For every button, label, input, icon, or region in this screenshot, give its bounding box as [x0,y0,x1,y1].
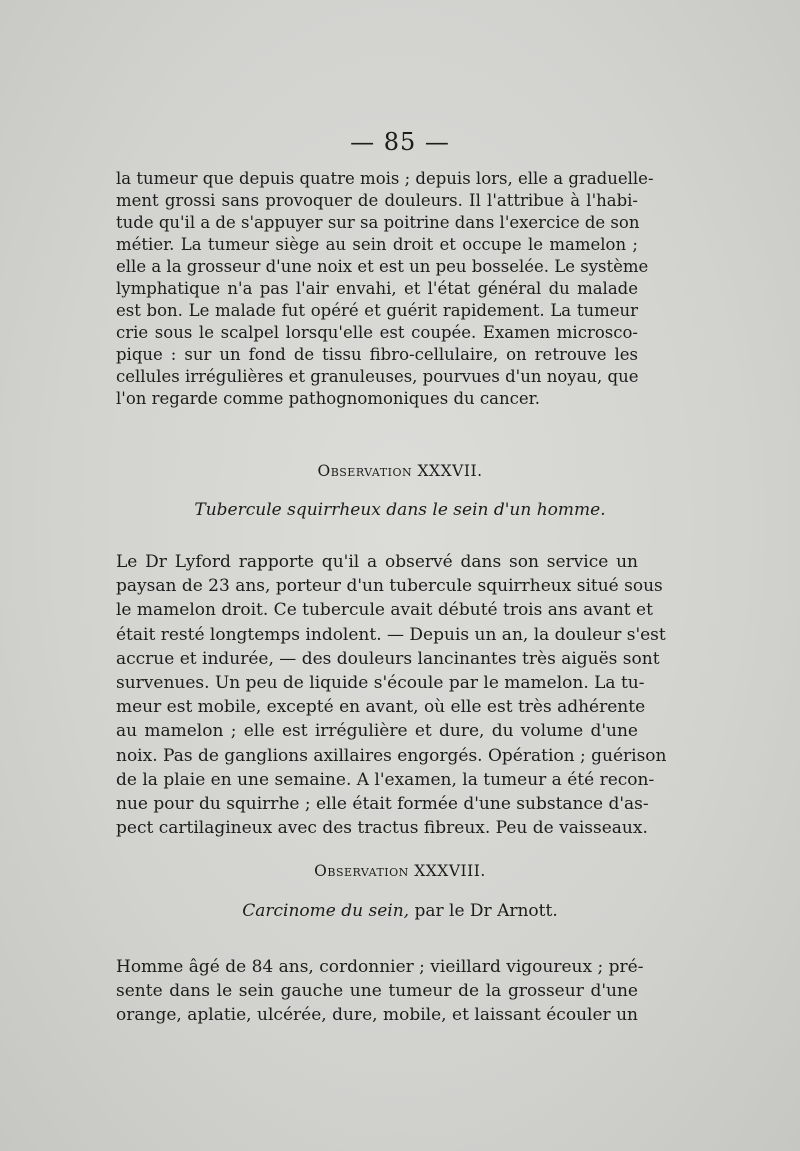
text-line: tude qu'il a de s'appuyer sur sa poitrine dans l'exercice de son [116,213,640,232]
text-line: survenues. Un peu de liquide s'écoule par le mamelon. La tu- [116,673,645,694]
observation-paragraph [116,550,667,840]
text-line: elle a la grosseur d'une noix et est un peu bosselée. Le système [116,257,649,276]
text-line: était resté longtemps indolent. — Depuis un an, la douleur s'est [116,624,666,645]
text-line: nue pour du squirrhe ; elle était formée d'une substance d'as- [116,794,649,815]
observation-title [0,901,800,921]
observation-paragraph [116,955,644,1028]
observation-title-text: Tubercule squirrheux dans le sein d'un homme. [194,500,606,520]
text-line: cellules irrégulières et granuleuses, pourvues d'un noyau, que [116,367,639,386]
paragraph-continued [116,168,654,410]
text-line: Le Dr Lyford rapporte qu'il a observé dans son service un [116,552,638,572]
text-line: la tumeur que depuis quatre mois ; depuis lors, elle a graduelle- [116,169,654,188]
observation-title [0,500,800,520]
text-line: métier. La tumeur siège au sein droit et occupe le mamelon ; [116,235,638,254]
text-line: est bon. Le malade fut opéré et guérit rapidement. La tumeur [116,301,638,320]
text-line: l'on regarde comme pathognomoniques du cancer. [116,389,540,408]
text-line: crie sous le scalpel lorsqu'elle est coupée. Examen microsco- [116,323,638,342]
text-line: ment grossi sans provoquer de douleurs. Il l'attribue à l'habi- [116,191,638,210]
text-line: Homme âgé de 84 ans, cordonnier ; vieillard vigoureux ; pré- [116,957,644,977]
text-line: pect cartilagineux avec des tractus fibreux. Peu de vaisseaux. [116,818,648,839]
observation-author: par le Dr Arnott. [414,901,558,921]
text-line: meur est mobile, excepté en avant, où elle est très adhérente [116,697,646,718]
observation-heading: Observation XXXVIII. [314,862,486,880]
text-line: au mamelon ; elle est irrégulière et dure, du volume d'une [116,721,638,742]
text-line: sente dans le sein gauche une tumeur de la grosseur d'une [116,981,638,1002]
observation-title-text: Carcinome du sein, [242,901,410,921]
text-line: de la plaie en une semaine. A l'examen, la tumeur a été recon- [116,769,655,790]
text-line: orange, aplatie, ulcérée, dure, mobile, et laissant écouler un [116,1005,638,1026]
text-line: accrue et indurée, — des douleurs lancinantes très aiguës sont [116,648,660,669]
text-line: lymphatique n'a pas l'air envahi, et l'état général du malade [116,279,638,298]
page-number: — 85 — [350,128,450,156]
text-line: pique : sur un fond de tissu fibro-cellulaire, on retrouve les [116,345,638,364]
text-line: noix. Pas de ganglions axillaires engorgés. Opération ; guérison [116,745,667,766]
observation-heading: Observation XXXVII. [317,462,483,480]
text-line: paysan de 23 ans, porteur d'un tubercule squirrheux situé sous [116,576,663,597]
text-line: le mamelon droit. Ce tubercule avait débuté trois ans avant et [116,600,653,621]
